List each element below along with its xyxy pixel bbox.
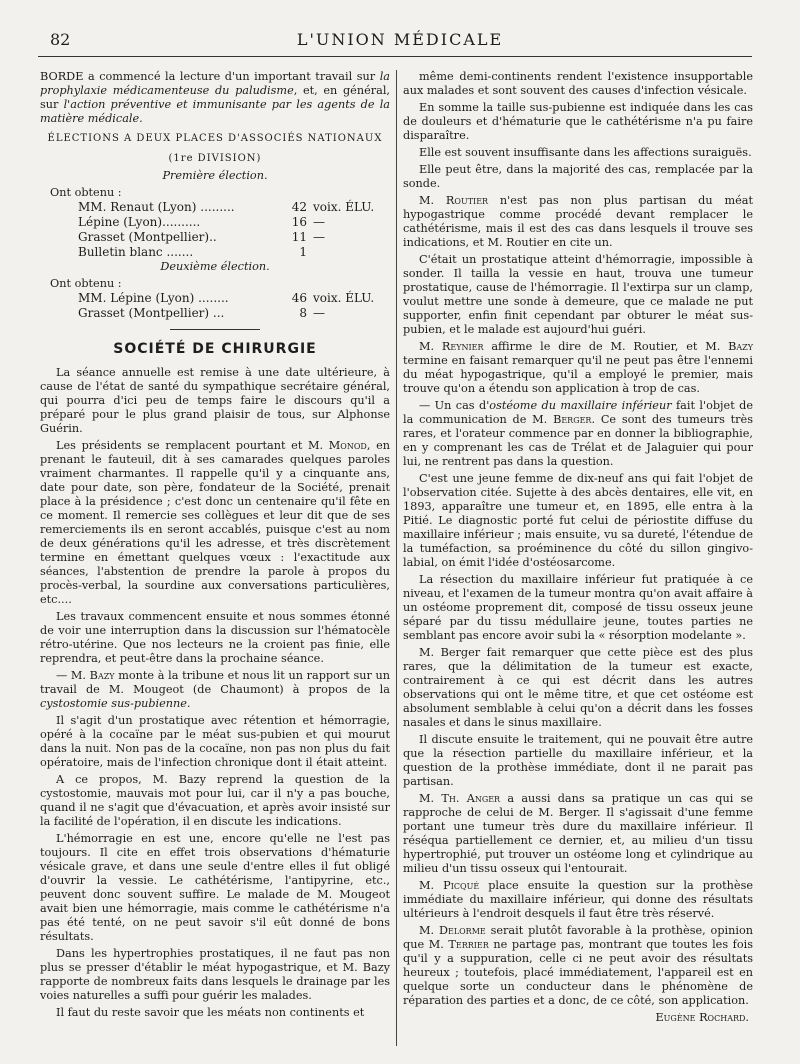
body-paragraph xyxy=(403,646,753,730)
emphasis-text: Th. Anger xyxy=(441,792,501,805)
text-run: , en prenant le fauteuil, dit à ses camarades quelques paroles vraiment charmantes. Il rappelle qu'il y a cinquante ans, date pour date, son père, fondateur de la Société, prenait place à la présidence ; c'est donc un centenaire qu'il fête en ce moment. Il remercie ses collègues et leur dit que de ses remerciements ils en seront accablés, puisque c'est au nom de deux générations qu'il les adresse, et très discrètement termine en émettant quelques vœux : l'exactitude aux séances, l'abstention de prendre la parole à propos du procès-verbal, la sourdine aux conversations particulières, etc.... xyxy=(40,439,390,606)
text-run: Il s'agit d'un prostatique avec rétention et hémorragie, opéré à la cocaïne par le méat sus-pubien et qui mourut dans la nuit. Non pas de la cocaïne, non pas non plus du fait opératoire, mais de l'infection chronique dont il était atteint. xyxy=(40,714,390,769)
vote-row xyxy=(78,245,390,260)
results-label-1: Ont obtenu : xyxy=(50,186,122,199)
vote-count: 11 xyxy=(291,230,307,244)
text-run: a commencé la lecture d'un important travail sur xyxy=(83,70,380,83)
text-run: place ensuite la question sur la prothèse immédiate du maxillaire inférieur, qui donne des résultats ultérieurs à l'endroit desquels il faut être très réservé. xyxy=(403,879,754,920)
vote-note: — xyxy=(313,306,325,320)
emphasis-text: Routier xyxy=(445,194,489,207)
text-run: — Un cas d' xyxy=(419,399,490,412)
section-heading: SOCIÉTÉ DE CHIRURGIE xyxy=(113,341,317,357)
candidate-name: MM. Renaut (Lyon) ......... xyxy=(78,200,235,214)
text-run: monte à la tribune et nous lit un rapport sur un travail de M. Mougeot (de Chaumont) à propos de la xyxy=(40,669,390,696)
body-paragraph xyxy=(403,340,753,396)
vote-note: — xyxy=(313,215,325,229)
body-paragraph xyxy=(40,832,390,944)
text-run: a aussi dans sa pratique un cas qui se rapproche de celui de M. Berger. Il s'agissait d'une femme portant une tumeur très dure du maxillaire inférieur. Il réséqua partiellement ce dernier, et, au milieu d'un tissu hypertrophié, put trouver un ostéome long et cylindrique au milieu d'un tissu osseux qui l'entourait. xyxy=(403,792,754,875)
text-run: Il faut du reste savoir que les méats non continents et xyxy=(56,1006,365,1019)
body-paragraph xyxy=(403,472,753,570)
body-paragraph xyxy=(403,101,753,143)
text-run: Les travaux commencent ensuite et nous sommes étonné de voir une interruption dans la discussion sur l'hématocèle rétro-utérine. Que nos lecteurs ne la croient pas finie, elle reprendra, et peut-être dans la prochaine séance. xyxy=(40,610,390,665)
emphasis-text: la prophylaxie médicamenteuse du paludisme xyxy=(40,70,390,97)
emphasis-text: Picqué xyxy=(443,879,480,892)
body-paragraph xyxy=(40,714,390,770)
vote-note: — xyxy=(313,230,325,244)
text-run: , et, en général, sur xyxy=(40,84,390,111)
body-paragraph xyxy=(403,163,753,191)
emphasis-text: ostéome du maxillaire inférieur xyxy=(489,399,672,412)
text-run: serait plutôt favorable à la prothèse, opinion que M. xyxy=(403,924,753,951)
body-paragraph xyxy=(40,773,390,829)
body-paragraph xyxy=(40,1006,390,1020)
intro-paragraph xyxy=(40,70,390,126)
vote-row xyxy=(78,230,390,245)
candidate-name: MM. Lépine (Lyon) ........ xyxy=(78,291,229,305)
text-run: C'était un prostatique atteint d'hémorragie, impossible à sonder. Il tailla la vessie en haut, trouva une tumeur prostatique, cause de l'hémorragie. Il l'extirpa sur un clamp, voulut mettre une sonde à demeure, que ce malade ne put supporter, enfin finit cependant par obturer le méat sus-pubien, et le malade est aujourd'hui guéri. xyxy=(403,253,753,336)
elections-subtitle: (1re DIVISION) xyxy=(168,153,262,164)
emphasis-text: Delorme xyxy=(438,924,486,937)
vote-note: voix. ÉLU. xyxy=(313,291,375,305)
candidate-name: Lépine (Lyon).......... xyxy=(78,215,201,229)
vote-count: 42 xyxy=(291,200,307,214)
text-run: M. xyxy=(419,340,442,353)
text-run: A ce propos, M. Bazy reprend la question de la cystostomie, mauvais mot pour lui, car il n'y a pas bouche, quand il ne s'agit que d'évacuation, et après avoir insisté sur la facilité de l'opération, il en discute les indications. xyxy=(40,773,390,828)
left-column xyxy=(40,70,390,1023)
text-run: C'est une jeune femme de dix-neuf ans qui fait l'objet de l'observation citée. Sujette à des abcès dentaires, elle vit, en 1893, apparaître une tumeur et, en 1895, elle entra à la Pitié. Le diagnostic porté fut celui de périostite diffuse du maxillaire inférieur ; mais ensuite, vu sa dureté, l'étendue de la tuméfaction, sa proéminence du côté du sillon gingivo-labial, on émit l'idée d'ostéosarcome. xyxy=(403,472,753,569)
vote-list-1 xyxy=(40,200,390,260)
text-run: M. Berger fait remarquer que cette pièce est des plus rares, que la délimitation de la tumeur est exacte, contrairement à ce qui est décrit dans les autres observations qui ont le même titre, et que cet ostéome est absolument semblable à celui qu'on a décrit dans les fosses nasales et dans le sinus maxillaire. xyxy=(403,646,753,729)
vote-row xyxy=(78,291,390,306)
emphasis-text: Berger xyxy=(553,413,592,426)
elections-title: ÉLECTIONS A DEUX PLACES D'ASSOCIÉS NATIONAUX xyxy=(47,133,383,144)
vote-row xyxy=(78,306,390,321)
body-paragraph xyxy=(403,253,753,337)
body-paragraph xyxy=(403,792,753,876)
text-run: termine en faisant remarquer qu'il ne peut pas être l'ennemi du méat hypogastrique, qu'il a employé le premier, mais trouve qu'on a étendu son application à trop de cas. xyxy=(403,354,753,395)
text-run: En somme la taille sus-pubienne est indiquée dans les cas de douleurs et d'hématurie que le cathétérisme n'a pu faire disparaître. xyxy=(403,101,753,142)
text-run: même demi-continents rendent l'existence insupportable aux malades et sont souvent des causes d'infection vésicale. xyxy=(403,70,753,97)
emphasis-text: Bazy xyxy=(89,669,115,682)
text-run: Il discute ensuite le traitement, qui ne pouvait être autre que la résection partielle du maxillaire inférieur, et la question de la prothèse immédiate, dont il ne parait pas partisan. xyxy=(403,733,753,788)
text-run: . Ce sont des tumeurs très rares, et l'orateur commence par en donner la bibliographie, en y comprenant les cas de Trélat et de Jalaguier qui pour lui, ne rentrent pas dans la question. xyxy=(403,413,753,468)
journal-title: L'UNION MÉDICALE xyxy=(296,30,504,49)
text-run: M. xyxy=(419,879,444,892)
text-run: M. xyxy=(419,792,442,805)
candidate-name: Grasset (Montpellier) ... xyxy=(78,306,225,320)
author-signature: Eugène Rochard. xyxy=(655,1011,749,1024)
candidate-name: Grasset (Montpellier).. xyxy=(78,230,217,244)
text-run: ne partage pas, montrant que toutes les fois qu'il y a suppuration, celle ci ne peut avoir des résultats heureux ; toutefois, placé immédiatement, l'appareil est en quelque sorte un conducteur dans le phénomène de réparation des parties et a donc, de ce côté, son application. xyxy=(403,938,753,1007)
emphasis-text: Monod xyxy=(328,439,367,452)
emphasis-text: cystostomie sus-pubienne. xyxy=(40,697,191,710)
column-divider xyxy=(396,70,397,1046)
vote-count: 16 xyxy=(291,215,307,229)
candidate-name: Bulletin blanc ....... xyxy=(78,245,194,259)
left-body xyxy=(40,366,390,1020)
vote-note: voix. ÉLU. xyxy=(313,200,375,214)
vote-count: 1 xyxy=(299,245,307,259)
page-number: 82 xyxy=(50,30,71,49)
text-run: Elle peut être, dans la majorité des cas, remplacée par la sonde. xyxy=(403,163,753,190)
right-column xyxy=(403,70,753,1028)
body-paragraph xyxy=(403,399,753,469)
text-run: Dans les hypertrophies prostatiques, il ne faut pas non plus se presser d'établir le méat hypogastrique, et M. Bazy rapporte de nombreux faits dans lesquels le drainage par les voies naturelles a suffi pour guérir les malades. xyxy=(40,947,390,1002)
header-rule xyxy=(38,56,752,57)
body-paragraph xyxy=(403,70,753,98)
body-paragraph xyxy=(40,669,390,711)
text-run: L'hémorragie en est une, encore qu'elle ne l'est pas toujours. Il cite en effet trois observations d'hématurie vésicale grave, et dans une seule d'entre elles il fut obligé d'ouvrir la vessie. Le cathétérisme, l'antipyrine, etc., peuvent donc souvent suffire. Le malade de M. Mougeot avait bien une hémorragie, mais comme le cathétérisme n'a pas été tenté, on ne peut savoir s'il eût donné de bons résultats. xyxy=(40,832,390,943)
text-run: La séance annuelle est remise à une date ultérieure, à cause de l'état de santé du sympathique secrétaire général, qui pourra d'ici peu de temps faire le discours qu'il a préparé pour le plus grand plaisir de tous, sur Alphonse Guérin. xyxy=(40,366,390,435)
vote-row xyxy=(78,215,390,230)
vote-count: 46 xyxy=(291,291,307,305)
second-election-heading: Deuxième élection. xyxy=(160,260,270,273)
text-run: M. xyxy=(419,194,446,207)
body-paragraph xyxy=(403,924,753,1008)
body-paragraph xyxy=(403,879,753,921)
emphasis-text: l'action préventive et immunisante par les agents de la matière médicale. xyxy=(40,98,390,125)
text-run: affirme le dire de M. Routier, et M. xyxy=(483,340,729,353)
vote-count: 8 xyxy=(299,306,307,320)
body-paragraph xyxy=(40,610,390,666)
body-paragraph xyxy=(40,366,390,436)
emphasis-text: Bazy xyxy=(728,340,753,353)
emphasis-text: Terrier xyxy=(448,938,489,951)
body-paragraph xyxy=(403,733,753,789)
section-divider xyxy=(170,329,260,330)
text-run: n'est pas non plus partisan du méat hypogastrique comme procédé devant remplacer le cathétérisme, mais il est des cas dans lesquels il trouve ses indications, et M. Routier en cite un. xyxy=(403,194,754,249)
results-label-2: Ont obtenu : xyxy=(50,277,122,290)
body-paragraph xyxy=(40,947,390,1003)
text-run: fait l'objet de la communication de M. xyxy=(403,399,753,426)
body-paragraph xyxy=(403,146,753,160)
text-run: Elle est souvent insuffisante dans les affections suraiguës. xyxy=(419,146,752,159)
first-election-heading: Première élection. xyxy=(162,169,268,182)
body-paragraph xyxy=(403,573,753,643)
body-paragraph xyxy=(40,439,390,607)
text-run: M. xyxy=(419,924,439,937)
text-run: — M. xyxy=(56,669,90,682)
text-run: Les présidents se remplacent pourtant et M. xyxy=(56,439,329,452)
text-run: La résection du maxillaire inférieur fut pratiquée à ce niveau, et l'examen de la tumeur montra qu'on avait affaire à un ostéome proprement dit, composé de tissu osseux jeune séparé par du tissu médullaire jeune, toutes parties ne semblant pas encore avoir subi la « résorption modelante ». xyxy=(403,573,753,642)
vote-list-2 xyxy=(40,291,390,321)
vote-row xyxy=(78,200,390,215)
emphasis-text: BORDE xyxy=(40,70,84,83)
body-paragraph xyxy=(403,194,753,250)
right-body xyxy=(403,70,753,1008)
emphasis-text: Reynier xyxy=(441,340,484,353)
